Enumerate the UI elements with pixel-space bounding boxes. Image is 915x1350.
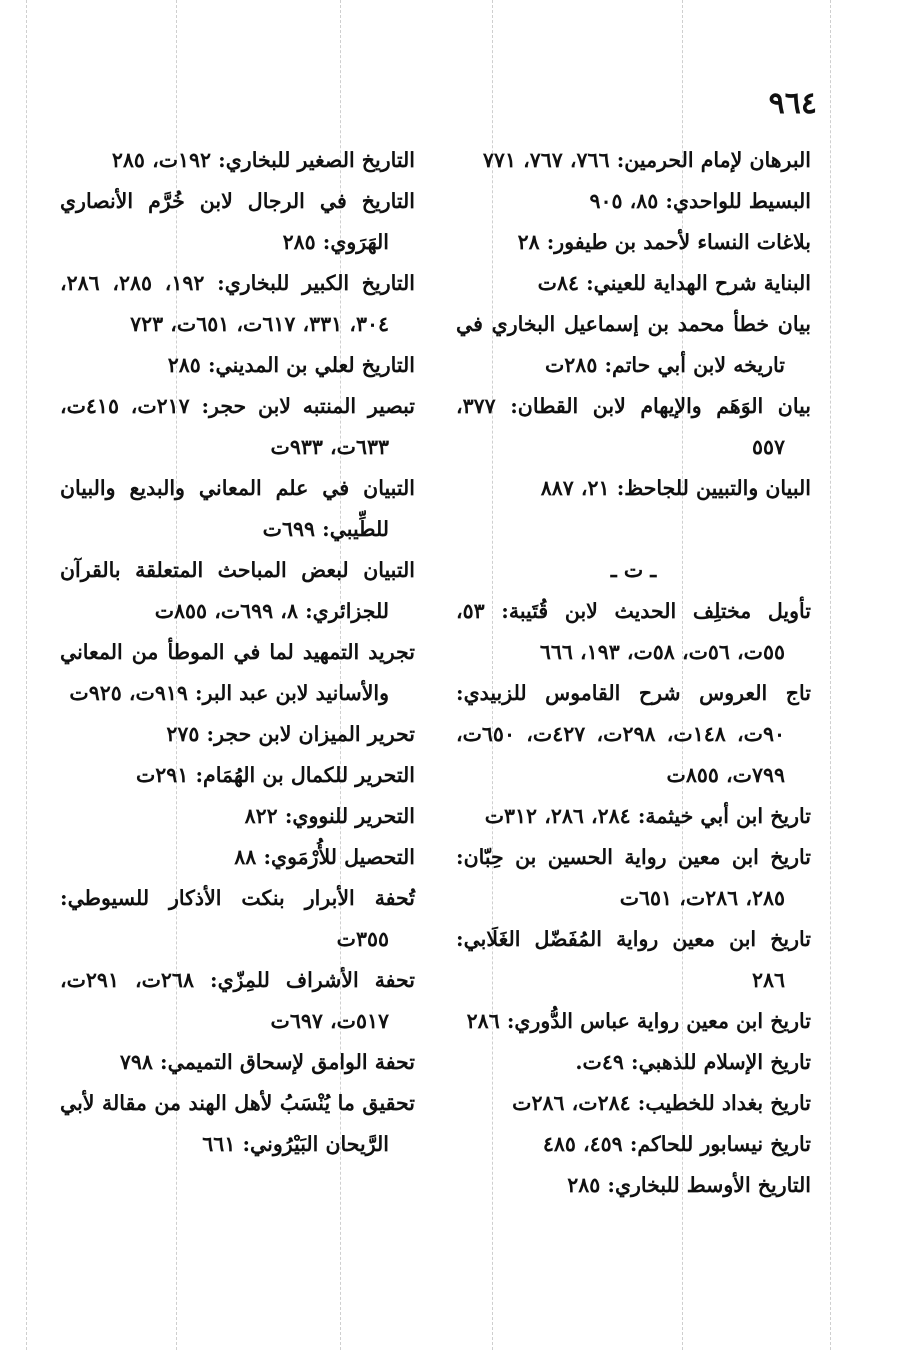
index-entry: بيان الوَهَم والإيهام لابن القطان: ٣٧٧، ٥٥٧	[456, 394, 811, 459]
index-entry: التاريخ الأوسط للبخاري: ٢٨٥	[567, 1173, 811, 1197]
index-entry: تحفة الوامق لإسحاق التميمي: ٧٩٨	[119, 1050, 415, 1074]
index-entry: تاريخ ابن معين رواية عباس الدُّوري: ٢٨٦	[466, 1009, 811, 1033]
index-entry: بيان خطأ محمد بن إسماعيل البخاري في تاريخه لابن أبي حاتم: ٢٨٥ت	[456, 312, 811, 377]
index-entry: تاريخ ابن معين رواية المُفَضّل الغَلَابي: ٢٨٦	[456, 927, 811, 992]
index-entry: بلاغات النساء لأحمد بن طيفور: ٢٨	[517, 230, 811, 254]
index-entry: تبصير المنتبه لابن حجر: ٢١٧ت، ٤١٥ت، ٦٣٣ت، ٩٣٣ت	[60, 394, 415, 459]
index-column-right	[456, 140, 811, 1206]
index-entry: التاريخ الكبير للبخاري: ١٩٢، ٢٨٥، ٢٨٦، ٣٠٤، ٣٣١، ٦١٧ت، ٦٥١ت، ٧٢٣	[60, 271, 415, 336]
index-entry: التاريخ في الرجال لابن خُرَّم الأنصاري الهَرَوي: ٢٨٥	[60, 189, 415, 254]
index-entry: التاريخ الصغير للبخاري: ١٩٢ت، ٢٨٥	[111, 148, 415, 172]
index-entry: البسيط للواحدي: ٨٥، ٩٠٥	[589, 189, 811, 213]
index-entry: تجريد التمهيد لما في الموطأ من المعاني والأسانيد لابن عبد البر: ٩١٩ت، ٩٢٥ت	[60, 640, 415, 705]
index-entry: تاريخ ابن أبي خيثمة: ٢٨٤، ٢٨٦، ٣١٢ت	[484, 804, 811, 828]
index-entry: تأويل مختلِف الحديث لابن قُتَيبة: ٥٣، ٥٥ت، ٥٦ت، ٥٨ت، ١٩٣، ٦٦٦	[456, 599, 811, 664]
scan-artifact-line	[26, 0, 27, 1350]
index-entry: تحرير الميزان لابن حجر: ٢٧٥	[166, 722, 415, 746]
index-entry: التبيان في علم المعاني والبديع والبيان للطِّيبي: ٦٩٩ت	[60, 476, 415, 541]
index-entry: تحقيق ما يُنْسَبُ لأهل الهند من مقالة لأبي الرَّيحان البَيْرُوني: ٦٦١	[60, 1091, 415, 1156]
index-entry: التبيان لبعض المباحث المتعلقة بالقرآن للجزائري: ٨، ٦٩٩ت، ٨٥٥ت	[60, 558, 415, 623]
index-entry: تحفة الأشراف للمِزّي: ٢٦٨ت، ٢٩١ت، ٥١٧ت، ٦٩٧ت	[60, 968, 415, 1033]
page-number: ٩٦٤	[768, 86, 817, 121]
index-entry: البيان والتبيين للجاحظ: ٢١، ٨٨٧	[540, 476, 811, 500]
index-entry: تاريخ الإسلام للذهبي: ٤٩ت.	[575, 1050, 811, 1074]
index-entry: التحصيل للأُرْمَوي: ٨٨	[234, 845, 415, 869]
scan-artifact-line	[830, 0, 831, 1350]
index-entry: التاريخ لعلي بن المديني: ٢٨٥	[167, 353, 415, 377]
index-entry: تُحفة الأبرار بنكت الأذكار للسيوطي: ٣٥٥ت	[60, 886, 415, 951]
index-entry: التحرير للكمال بن الهُمَام: ٢٩١ت	[135, 763, 415, 787]
index-entry: تاريخ بغداد للخطيب: ٢٨٤ت، ٢٨٦ت	[512, 1091, 811, 1115]
index-entry: تاريخ نيسابور للحاكم: ٤٥٩، ٤٨٥	[542, 1132, 811, 1156]
index-entry: تاج العروس شرح القاموس للزبيدي: ٩٠ت، ١٤٨ت، ٢٩٨ت، ٤٢٧ت، ٦٥٠ت، ٧٩٩ت، ٨٥٥ت	[456, 681, 811, 787]
index-entry: البناية شرح الهداية للعيني: ٨٤ت	[537, 271, 811, 295]
index-entry: البرهان لإمام الحرمين: ٧٦٦، ٧٦٧، ٧٧١	[482, 148, 811, 172]
index-entry: تاريخ ابن معين رواية الحسين بن حِبّان: ٢٨٥، ٢٨٦ت، ٦٥١ت	[456, 845, 811, 910]
index-column-left	[60, 140, 415, 1165]
index-entry: التحرير للنووي: ٨٢٢	[244, 804, 415, 828]
section-heading-letter: ـ ت ـ	[610, 558, 657, 582]
